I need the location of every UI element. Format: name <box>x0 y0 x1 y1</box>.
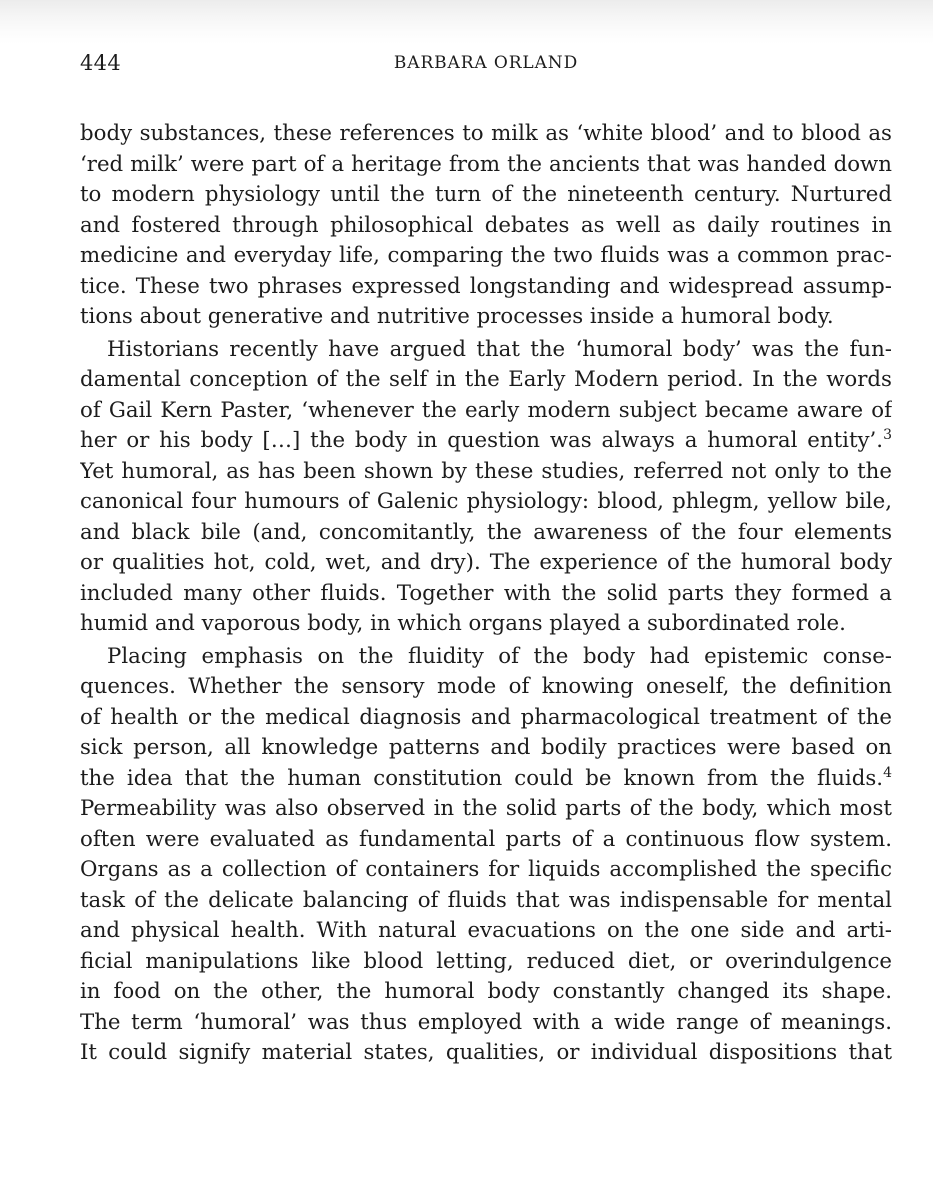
text-line: often were evaluated as fundamental parts of a continuous flow system. <box>80 826 892 852</box>
text-line: ficial manipulations like blood letting, reduced diet, or overindulgence <box>80 948 892 974</box>
footnote-marker-4[interactable]: 4 <box>883 764 892 781</box>
text-line: sick person, all knowledge patterns and bodily practices were based on <box>80 735 892 760</box>
footnote-marker-3[interactable]: 3 <box>883 426 892 443</box>
text-line: ‘red milk’ were part of a heritage from the ancients that was handed down <box>80 151 892 177</box>
text-line-content: her or his body […] the body in question was always a humoral entity’. <box>80 428 884 453</box>
text-line: It could signify material states, qualities, or individual dispositions that <box>80 1040 892 1065</box>
text-line: included many other fluids. Together with the solid parts they formed a <box>80 580 892 606</box>
page-number: 444 <box>80 51 121 75</box>
text-line: body substances, these references to milk as ‘white blood’ and to blood as <box>80 121 892 146</box>
text-line: Historians recently have argued that the ‘humoral body’ was the fun- <box>107 336 892 362</box>
text-line: Organs as a collection of containers for liquids accomplished the specific <box>80 857 892 882</box>
text-line: tice. These two phrases expressed longstanding and widespread assump- <box>80 273 892 299</box>
text-line: Permeability was also observed in the solid parts of the body, which most <box>80 796 892 821</box>
text-line: and physical health. With natural evacuations on the one side and arti- <box>80 918 892 943</box>
text-line: or qualities hot, cold, wet, and dry). The experience of the humoral body <box>80 550 892 575</box>
text-line: quences. Whether the sensory mode of knowing oneself, the definition <box>80 674 892 699</box>
text-line: to modern physiology until the turn of the nineteenth century. Nurtured <box>80 182 892 207</box>
paragraph-2 <box>80 335 892 640</box>
text-line-with-footnote <box>80 426 892 457</box>
text-line: of health or the medical diagnosis and pharmacological treatment of the <box>80 704 892 730</box>
text-line: and black bile (and, concomitantly, the awareness of the four elements <box>80 519 892 545</box>
text-line: of Gail Kern Paster, ‘whenever the early modern subject became aware of <box>80 397 892 423</box>
text-line: and fostered through philosophical debates as well as daily routines in <box>80 212 892 238</box>
text-line-with-footnote <box>80 764 892 795</box>
text-line: humid and vaporous body, in which organs played a subordinated role. <box>80 611 846 636</box>
text-line-content: the idea that the human constitution could be known from the fluids. <box>80 765 884 791</box>
paragraph-3 <box>80 642 892 1069</box>
text-line: task of the delicate balancing of fluids that was indispensable for mental <box>80 887 892 913</box>
text-line: Yet humoral, as has been shown by these studies, referred not only to the <box>80 458 892 484</box>
text-line: The term ‘humoral’ was thus employed with a wide range of meanings. <box>80 1009 892 1035</box>
text-line: tions about generative and nutritive processes inside a humoral body. <box>80 304 834 329</box>
text-line: canonical four humours of Galenic physiology: blood, phlegm, yellow bile, <box>80 489 892 514</box>
text-line: Placing emphasis on the fluidity of the body had epistemic conse- <box>107 643 892 669</box>
text-line: medicine and everyday life, comparing the two fluids was a common prac- <box>80 243 892 268</box>
paragraph-1 <box>80 119 892 333</box>
running-head-author: BARBARA ORLAND <box>393 53 579 73</box>
text-line: in food on the other, the humoral body constantly changed its shape. <box>80 979 892 1004</box>
running-head <box>80 48 892 78</box>
body-text <box>80 119 892 1069</box>
text-line: damental conception of the self in the Early Modern period. In the words <box>80 367 892 392</box>
